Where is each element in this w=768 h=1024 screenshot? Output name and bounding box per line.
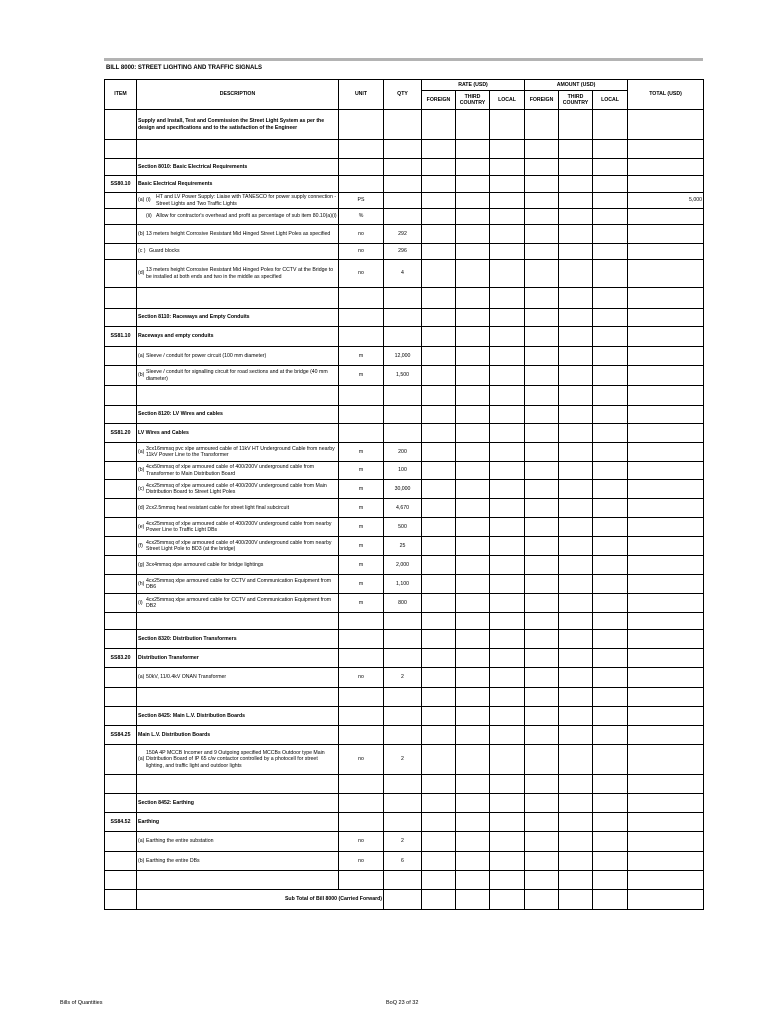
sub-letter: (b) xyxy=(138,230,145,237)
blank-row xyxy=(105,386,704,406)
sub-letter: (f) xyxy=(138,542,143,549)
row-unit: no xyxy=(339,745,384,775)
row-qty: 2,000 xyxy=(384,556,422,575)
section-title: Section 8120: LV Wires and cables xyxy=(137,406,339,424)
table-row xyxy=(105,225,704,244)
amount-group-header: AMOUNT (USD) xyxy=(525,80,628,91)
section-title: Section 8110: Raceways and Empty Conduits xyxy=(137,309,339,327)
row-unit: no xyxy=(339,852,384,871)
row-qty: 100 xyxy=(384,462,422,480)
item-code: SS80.10 xyxy=(105,176,137,193)
item-heading-row xyxy=(105,176,704,193)
row-description: Allow for contractor's overhead and profit as percentage of sub item 80.10(a)(i) xyxy=(156,213,337,220)
row-description: 13 meters height Corrosive Resistant Mid Hinged Street Light Poles as specified xyxy=(146,230,331,237)
amount-third-country-header: THIRD COUNTRY xyxy=(559,91,593,110)
footer-document-name: Bills of Quantities xyxy=(60,1000,103,1006)
amount-local-header: LOCAL xyxy=(593,91,628,110)
sub-letter: (a) xyxy=(138,674,145,681)
blank-row xyxy=(105,688,704,707)
table-row xyxy=(105,193,704,209)
row-description: Guard blocks xyxy=(149,248,180,255)
sub-letter: (a) xyxy=(138,448,145,455)
row-unit: m xyxy=(339,480,384,499)
col-description-header: DESCRIPTION xyxy=(137,80,339,110)
row-description: 4cx50mmsq of xlpe armoured cable of 400/200V underground cable from Transformer to Main Distribution Board xyxy=(146,464,315,477)
table-row xyxy=(105,366,704,386)
blank-row xyxy=(105,775,704,794)
item-heading: Distribution Transformer xyxy=(137,649,339,668)
item-code: SS84.25 xyxy=(105,726,137,745)
section-title: Section 8320: Distribution Transformers xyxy=(137,630,339,649)
row-unit: m xyxy=(339,462,384,480)
sub-letter: (e) xyxy=(138,523,145,530)
item-heading-row xyxy=(105,813,704,832)
row-unit: % xyxy=(339,209,384,225)
item-heading: Main L.V. Distribution Boards xyxy=(137,726,339,745)
row-unit: no xyxy=(339,225,384,244)
item-heading-row xyxy=(105,424,704,443)
row-unit: no xyxy=(339,668,384,688)
row-description: 4cx25mmsq of xlpe armoured cable of 400/200V underground cable from nearby Power Line to Traffic Light DBs xyxy=(146,520,332,533)
row-qty: 25 xyxy=(384,537,422,556)
section-row xyxy=(105,406,704,424)
row-unit: m xyxy=(339,556,384,575)
sub-roman: (ii) xyxy=(146,213,152,220)
row-description: 150A 4P MCCB Incomer and 9 Outgoing specified MCCBs Outdoor type Main Distribution Board of IP 65 c/w contactor controlled by a photocell for street lighting, and traffic light and outdoor lights xyxy=(146,750,325,769)
sub-letter: (d) xyxy=(138,270,145,277)
blank-row xyxy=(105,140,704,159)
sub-letter: (d) xyxy=(138,504,145,511)
row-qty: 1,500 xyxy=(384,366,422,386)
sub-letter: (i) xyxy=(138,599,143,606)
item-code: SS83.20 xyxy=(105,649,137,668)
row-qty: 12,000 xyxy=(384,347,422,366)
table-row xyxy=(105,347,704,366)
row-qty: 30,000 xyxy=(384,480,422,499)
item-heading-row xyxy=(105,649,704,668)
table-row xyxy=(105,443,704,462)
row-unit: m xyxy=(339,443,384,462)
rate-foreign-header: FOREIGN xyxy=(422,91,456,110)
section-row xyxy=(105,630,704,649)
amount-foreign-header: FOREIGN xyxy=(525,91,559,110)
row-description: 3cx4mmsq xlpe armoured cable for bridge lightings xyxy=(146,561,264,568)
row-qty: 4,670 xyxy=(384,499,422,518)
subtotal-row xyxy=(105,890,704,910)
table-row xyxy=(105,480,704,499)
row-description: Earthing the entire DBs xyxy=(146,857,200,864)
subtotal-label: Sub Total of Bill 8000 (Carried Forward) xyxy=(137,890,384,910)
sub-letter: (h) xyxy=(138,580,145,587)
blank-row xyxy=(105,613,704,630)
sub-letter: (b) xyxy=(138,467,145,474)
row-qty: 292 xyxy=(384,225,422,244)
row-unit: m xyxy=(339,499,384,518)
section-row xyxy=(105,309,704,327)
row-description: 4cx25mmsq xlpe armoured cable for CCTV and Communication Equipment from DB2 xyxy=(146,596,332,609)
item-heading: Earthing xyxy=(137,813,339,832)
row-unit: no xyxy=(339,244,384,260)
row-unit: m xyxy=(339,537,384,556)
item-code: SS81.10 xyxy=(105,327,137,347)
row-description: Earthing the entire substation xyxy=(146,838,214,845)
row-unit: no xyxy=(339,832,384,852)
bill-title: BILL 8000: STREET LIGHTING AND TRAFFIC SIGNALS xyxy=(106,65,263,71)
row-total: 5,000 xyxy=(628,193,704,209)
item-heading-row xyxy=(105,726,704,745)
table-row xyxy=(105,462,704,480)
row-description: 2cx2.5mmsq heat resistant cable for street light final subcircuit xyxy=(146,504,290,511)
row-description: 4cx25mmsq of xlpe armoured cable of 400/200V underground cable from nearby Street Light Pole to BD3 (at the bridge) xyxy=(146,539,332,552)
row-description: 50kV, 11/0.4kV ONAN Transformer xyxy=(146,674,227,681)
section-title: Section 8010: Basic Electrical Requirements xyxy=(137,159,339,176)
sub-letter: (a) xyxy=(138,838,145,845)
row-description: 4cx25mmsq of xlpe armoured cable of 400/200V underground cable from Main Distribution Board to Street Light Poles xyxy=(146,482,327,495)
table-row xyxy=(105,537,704,556)
row-description: 13 meters height Corrosive Resistant Mid Hinged Poles for CCTV at the Bridge to be installed at both ends and two in the middle as specified xyxy=(146,267,334,280)
sub-letter: (a) xyxy=(138,352,145,359)
row-qty: 2 xyxy=(384,668,422,688)
section-title: Section 8425: Main L.V. Distribution Boards xyxy=(137,707,339,726)
row-qty: 296 xyxy=(384,244,422,260)
table-row xyxy=(105,832,704,852)
table-row xyxy=(105,852,704,871)
row-qty: 2 xyxy=(384,832,422,852)
col-unit-header: UNIT xyxy=(339,80,384,110)
header-row-1 xyxy=(105,80,704,91)
section-row xyxy=(105,707,704,726)
col-qty-header: QTY xyxy=(384,80,422,110)
row-unit: m xyxy=(339,366,384,386)
sub-letter: (c) xyxy=(138,485,145,492)
rate-group-header: RATE (USD) xyxy=(422,80,525,91)
table-row xyxy=(105,668,704,688)
row-unit: m xyxy=(339,575,384,594)
row-qty: 4 xyxy=(384,260,422,288)
intro-row xyxy=(105,110,704,140)
row-description: HT and LV Power Supply: Liaise with TANESCO for power supply connection - Street Lights and Two Traffic Lights xyxy=(156,194,337,207)
row-unit: m xyxy=(339,518,384,537)
sub-letter: (a) xyxy=(138,197,145,204)
intro-text: Supply and Install, Test and Commission the Street Light System as per the design and specifications and to the satisfaction of the Engineer xyxy=(137,110,339,140)
row-qty: 6 xyxy=(384,852,422,871)
row-qty: 1,100 xyxy=(384,575,422,594)
sub-letter: (c ) xyxy=(138,248,146,255)
row-qty: 800 xyxy=(384,594,422,613)
row-qty: 500 xyxy=(384,518,422,537)
col-item-header: ITEM xyxy=(105,80,137,110)
table-row xyxy=(105,260,704,288)
sub-letter: (b) xyxy=(138,372,145,379)
blank-row xyxy=(105,871,704,890)
rate-local-header: LOCAL xyxy=(490,91,525,110)
table-row xyxy=(105,556,704,575)
row-description: 4cx25mmsq xlpe armoured cable for CCTV and Communication Equipment from DB6 xyxy=(146,577,332,590)
sub-letter: (g) xyxy=(138,561,145,568)
item-heading: Basic Electrical Requirements xyxy=(137,176,339,193)
row-unit: m xyxy=(339,594,384,613)
col-total-header: TOTAL (USD) xyxy=(628,80,704,110)
boq-table xyxy=(104,79,704,910)
row-qty: 200 xyxy=(384,443,422,462)
item-heading: LV Wires and Cables xyxy=(137,424,339,443)
table-row xyxy=(105,209,704,225)
table-row xyxy=(105,745,704,775)
row-qty: 2 xyxy=(384,745,422,775)
item-code: SS84.52 xyxy=(105,813,137,832)
blank-row xyxy=(105,288,704,309)
header-rule xyxy=(104,58,703,61)
section-row xyxy=(105,159,704,176)
rate-third-country-header: THIRD COUNTRY xyxy=(456,91,490,110)
item-code: SS81.20 xyxy=(105,424,137,443)
item-heading-row xyxy=(105,327,704,347)
footer-page-number: BoQ 23 of 32 xyxy=(386,1000,419,1006)
item-heading: Raceways and empty conduits xyxy=(137,327,339,347)
table-row xyxy=(105,244,704,260)
table-row xyxy=(105,518,704,537)
row-description: Sleeve / conduit for signalling circuit for road sections and at the bridge (40 mm diameter) xyxy=(146,369,328,382)
row-unit: PS xyxy=(339,193,384,209)
table-row xyxy=(105,575,704,594)
table-row xyxy=(105,499,704,518)
row-unit: no xyxy=(339,260,384,288)
row-description: Sleeve / conduit for power circuit (100 mm diameter) xyxy=(146,352,267,359)
sub-letter: (a) xyxy=(138,756,145,763)
row-unit: m xyxy=(339,347,384,366)
section-title: Section 8452: Earthing xyxy=(137,794,339,813)
sub-roman: (i) xyxy=(146,197,151,204)
row-description: 3cx16mmsq pvc xlpe armoured cable of 11kV HT Underground Cable from nearby 11kV Power Line to the Transformer xyxy=(146,445,335,458)
sub-letter: (b) xyxy=(138,857,145,864)
section-row xyxy=(105,794,704,813)
table-row xyxy=(105,594,704,613)
